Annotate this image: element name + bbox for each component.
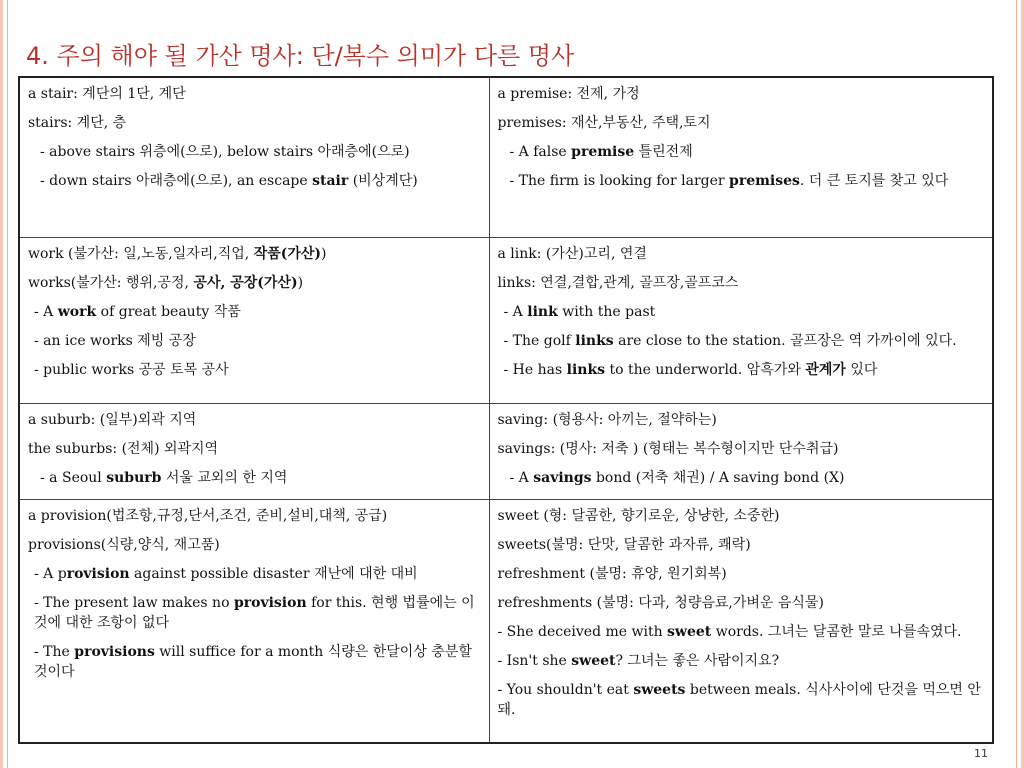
- text-line: a provision(법조항,규정,단서,조건, 준비,설비,대책, 공급): [28, 507, 388, 524]
- bold-term: premise: [571, 144, 635, 160]
- text-line: - public works 공공 토목 공사: [34, 361, 229, 378]
- text-run: (비상계단): [348, 173, 418, 189]
- text-line: [498, 331, 983, 351]
- text-run: - A: [503, 303, 528, 320]
- text-line: the suburbs: (전체) 외곽지역: [28, 440, 219, 457]
- text-line: [498, 302, 983, 322]
- bold-term: 공사, 공장(가산): [193, 274, 298, 291]
- cell-stair: [19, 77, 489, 237]
- table-row: [19, 403, 993, 499]
- bold-term: provisions: [74, 643, 155, 660]
- text-line: saving: (형용사: 아끼는, 절약하는): [497, 411, 717, 428]
- text-run: . 더 큰 토지를 찾고 있다: [799, 173, 949, 189]
- text-run: words. 그녀는 달콤한 말로 나를속였다.: [711, 623, 962, 640]
- bold-term: link: [527, 303, 558, 320]
- text-run: - The: [34, 643, 75, 660]
- text-line: sweet (형: 달콤한, 향기로운, 상냥한, 소중한): [497, 507, 780, 524]
- text-run: are close to the station. 골프장은 역 가까이에 있다.: [613, 332, 957, 349]
- text-run: works(불가산: 행위,공정,: [28, 274, 194, 291]
- table-row: [19, 499, 993, 743]
- bold-term: provision: [233, 594, 307, 611]
- text-line: a premise: 전제, 가정: [497, 86, 640, 102]
- noun-comparison-table: [18, 76, 994, 744]
- cell-saving: [489, 403, 993, 499]
- text-run: of great beauty 작품: [96, 303, 241, 320]
- text-run: - He has: [503, 361, 567, 378]
- text-line: [28, 468, 479, 488]
- text-line: savings: (명사: 저축 ) (형태는 복수형이지만 단수취급): [497, 440, 839, 457]
- text-run: - a Seoul: [40, 469, 107, 486]
- text-run: bond (저축 채권) / A saving bond (X): [591, 469, 845, 486]
- text-line: [498, 651, 983, 671]
- slide-border-right-inner: [1016, 0, 1017, 768]
- text-run: for this. 현행 법률에는 이것에 대한 조항이 없다: [34, 594, 475, 631]
- text-line: sweets(불명: 단맛, 달콤한 과자류, 쾌락): [497, 536, 751, 553]
- bold-term: 작품(가산): [253, 245, 322, 262]
- bold-term: savings: [533, 469, 592, 486]
- text-line: [28, 642, 479, 682]
- text-run: - The firm is looking for larger: [509, 173, 730, 189]
- bold-term: sweets: [633, 681, 686, 698]
- text-run: - Isn't she: [497, 652, 572, 669]
- cell-work: [19, 237, 489, 403]
- text-run: 틀린전제: [634, 144, 693, 160]
- text-line: [28, 564, 479, 584]
- text-line: premises: 재산,부동산, 주택,토지: [497, 115, 711, 131]
- text-line: [28, 593, 479, 633]
- bold-term: rovision: [66, 565, 130, 582]
- cell-link: [489, 237, 993, 403]
- text-line: [498, 171, 983, 191]
- cell-premise: [489, 77, 993, 237]
- text-line: [28, 171, 479, 191]
- bold-term: links: [575, 332, 614, 349]
- text-line: a suburb: (일부)외곽 지역: [28, 411, 197, 428]
- text-run: - The present law makes no: [34, 594, 234, 611]
- slide-border-left-inner: [7, 0, 8, 768]
- cell-provision: [19, 499, 489, 743]
- text-line: [498, 360, 983, 380]
- bold-term: sweet: [571, 652, 616, 669]
- text-run: to the underworld. 암흑가와: [605, 361, 806, 378]
- cell-sweet: [489, 499, 993, 743]
- bold-term: suburb: [106, 469, 162, 486]
- text-line: [498, 142, 983, 162]
- text-run: 있다: [845, 361, 878, 378]
- text-run: with the past: [557, 303, 656, 320]
- text-line: provisions(식량,양식, 재고품): [28, 536, 220, 553]
- text-run: will suffice for a month 식량은 한달이상 충분할것이다: [34, 643, 472, 680]
- text-line: [28, 302, 479, 322]
- slide-border-left-outer: [0, 0, 3, 768]
- text-run: - down stairs 아래층에(으로), an escape: [40, 173, 313, 189]
- text-line: [498, 468, 983, 488]
- cell-suburb: [19, 403, 489, 499]
- text-line: stairs: 계단, 층: [28, 115, 127, 131]
- bold-term: links: [566, 361, 606, 378]
- text-run: ? 그녀는 좋은 사람이지요?: [615, 652, 780, 669]
- bold-term: 관계가: [805, 361, 846, 378]
- table-row: [19, 77, 993, 237]
- text-line: refreshments (불명: 다과, 청량음료,가벼운 음식물): [497, 594, 824, 611]
- text-run: work (불가산: 일,노동,일자리,직업,: [28, 245, 254, 262]
- page-number: 11: [974, 747, 988, 760]
- text-line: refreshment (불명: 휴양, 원기회복): [497, 565, 727, 582]
- text-line: - an ice works 제빙 공장: [34, 332, 196, 349]
- text-run: - A: [34, 303, 58, 320]
- text-run: - You shouldn't eat: [497, 681, 634, 698]
- text-line: a link: (가산)고리, 연결: [497, 245, 647, 262]
- bold-term: stair: [312, 173, 349, 189]
- bold-term: work: [57, 303, 97, 320]
- text-run: - A: [509, 469, 534, 486]
- bold-term: sweet: [667, 623, 712, 640]
- table-row: [19, 237, 993, 403]
- text-line: [498, 680, 983, 720]
- text-run: ): [297, 274, 304, 291]
- bold-term: premises: [729, 173, 800, 189]
- text-run: ): [321, 245, 327, 262]
- text-line: - above stairs 위층에(으로), below stairs 아래층에(으로): [40, 144, 410, 160]
- text-run: - She deceived me with: [497, 623, 668, 640]
- slide-title: 4. 주의 해야 될 가산 명사: 단/복수 의미가 다른 명사: [26, 42, 575, 70]
- text-run: - A p: [34, 565, 67, 582]
- text-run: 서울 교외의 한 지역: [161, 469, 288, 486]
- text-line: [28, 273, 479, 293]
- text-run: - The golf: [503, 332, 576, 349]
- text-line: [28, 244, 479, 264]
- text-run: against possible disaster 재난에 대한 대비: [129, 565, 418, 582]
- text-run: - A false: [509, 144, 572, 160]
- text-line: [498, 622, 983, 642]
- text-line: links: 연결,결합,관계, 골프장,골프코스: [497, 274, 739, 291]
- text-run: between meals. 식사사이에 단것을 먹으면 안 돼.: [497, 681, 981, 718]
- text-line: a stair: 계단의 1단, 계단: [28, 86, 186, 102]
